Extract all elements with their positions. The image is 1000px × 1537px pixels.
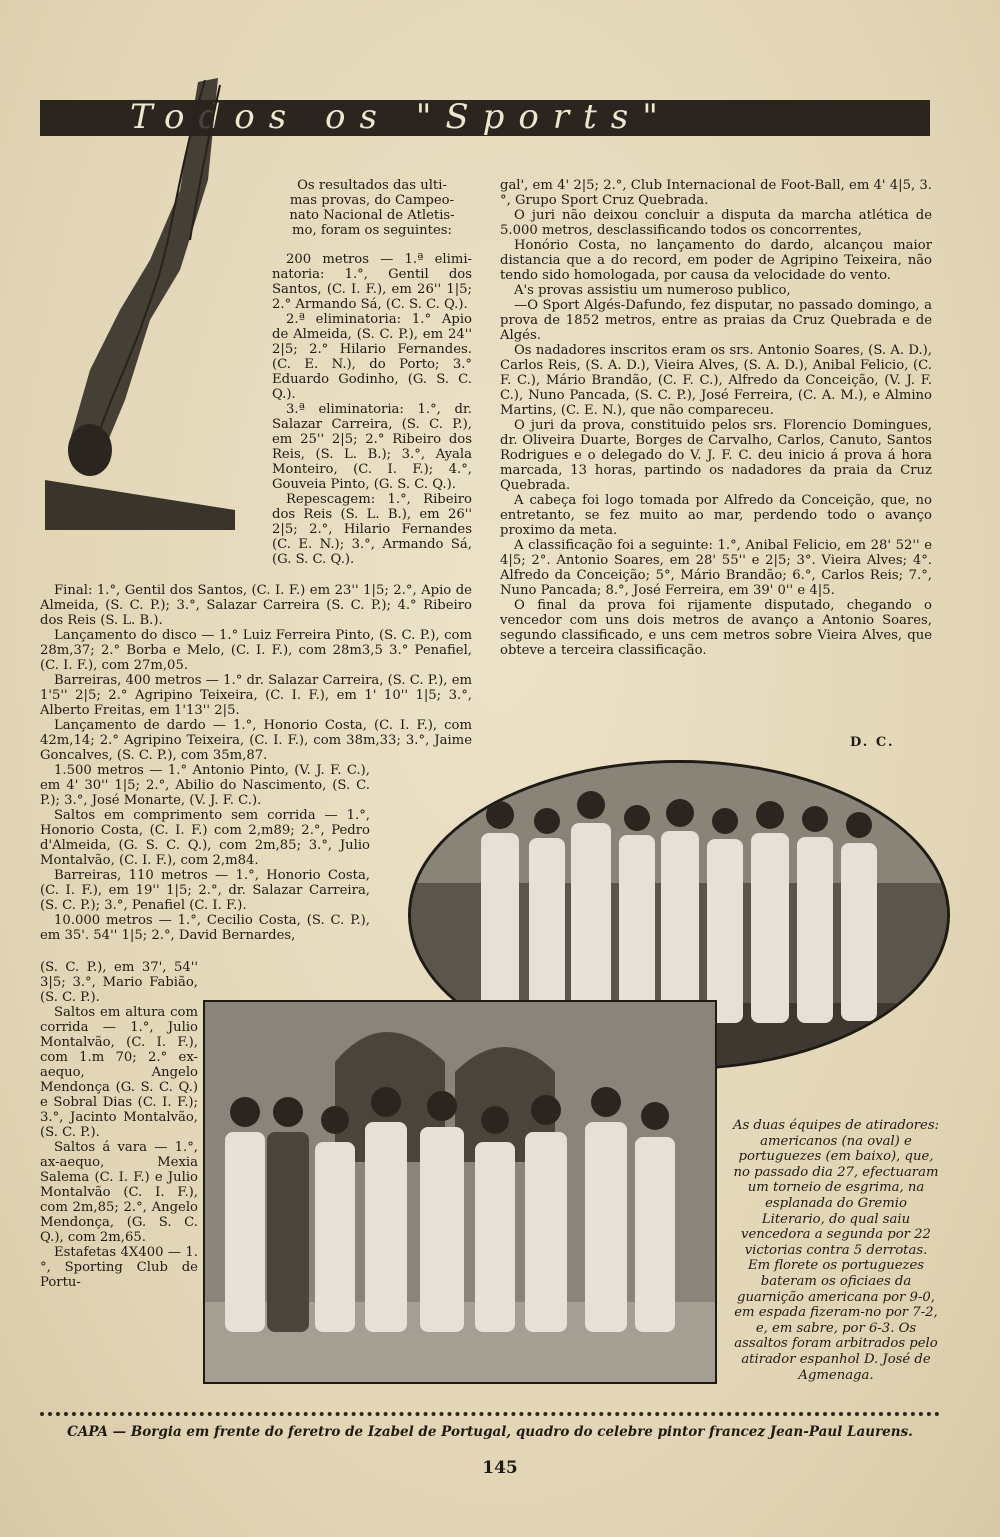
result-paragraph: Saltos em comprimento sem corrida — 1.°, Honorio Costa, (C. I. F.) com 2,m89; 2.°, Pedro d'Almeida, (G. S. C. Q.), com 2m,85; 3.°, Julio Montalvão, (C. I. F.), com 2,m84. xyxy=(40,808,370,868)
photo-portuguese-team-image xyxy=(205,1002,715,1382)
result-paragraph: Barreiras, 110 metros — 1.°, Honorio Costa, (C. I. F.), em 19'' 1|5; 2.°, dr. Salazar Carreira, (S. C. P.); 3.°, Penafiel (C. I. F.). xyxy=(40,868,370,913)
results-column-narrow xyxy=(40,960,198,1290)
result-paragraph: Barreiras, 400 metros — 1.° dr. Salazar Carreira, (S. C. P.), em 1'5'' 2|5; 2.° Agripino Teixeira, (C. I. F.), em 1' 10'' 1|5; 3.°, Alberto Freitas, em 1'13'' 2|5. xyxy=(40,673,472,718)
author-signature: D. C. xyxy=(850,735,895,750)
photo-caption: As duas équipes de atiradores: americanos (na oval) e portuguezes (em baixo), que, no passado dia 27, efectuaram um torneio de esgrima, na esplanada do Gremio Literario, do qual saiu vencedora a segunda por 22 victorias contra 5 derrotas. Em florete os portuguezes bateram os oficiaes da guarnição americana por 9-0, em espada fizeram-no por 7-2, e, em sabre, por 6-3. Os assaltos foram arbitrados pelo atirador espanhol D. José de Agmenaga. xyxy=(732,1118,940,1383)
result-paragraph: O juri da prova, constituido pelos srs. Florencio Domingues, dr. Oliveira Duarte, Borges de Carvalho, Carlos, Canuto, Santos Rodrigues e o delegado do V. J. F. C. deu inicio á prova á hora marcada, 13 horas, partindo os nadadores da praia da Cruz Quebrada. xyxy=(500,418,932,493)
result-paragraph: O final da prova foi rijamente disputado, chegando o vencedor com uns dois metros de avanço a Antonio Soares, segundo classificado, e uns cem metros sobre Vieira Alves, que obteve a terceira classificação. xyxy=(500,598,932,658)
result-paragraph: (S. C. P.), em 37', 54'' 3|5; 3.°, Mario Fabião, (S. C. P.). xyxy=(40,960,198,1005)
result-paragraph: 3.ª eliminatoria: 1.°, dr. Salazar Carreira, (S. C. P.), em 25'' 2|5; 2.° Ribeiro dos Reis, (S. L. B.); 3.°, Ayala Monteiro, (C. I. F.); 4.°, Gouveia Pinto, (G. S. C. Q.). xyxy=(272,402,472,492)
section-title: Todos os "Sports" xyxy=(130,97,672,137)
result-paragraph: A classificação foi a seguinte: 1.°, Anibal Felicio, em 28' 52'' e 4|5; 2°. Antonio Soares, em 28' 55'' e 2|5; 3°. Vieira Alves; 4°. Alfredo da Conceição; 5°, Mário Brandão; 6.°, Carlos Reis; 7.°, Nuno Pancada; 8.°, José Ferreira, em 39' 0'' e 4|5. xyxy=(500,538,932,598)
result-paragraph: Honório Costa, no lançamento do dardo, alcançou maior distancia que a do record, em poder de Agripino Teixeira, não tendo sido homologada, por causa da velocidade do vento. xyxy=(500,238,932,283)
result-paragraph: A's provas assistiu um numeroso publico, xyxy=(514,283,791,298)
result-paragraph: Os nadadores inscritos eram os srs. Antonio Soares, (S. A. D.), Carlos Reis, (S. A. D.), Vieira Alves, (S. A. D.), Anibal Felicio, (C. F. C.), Mário Brandão, (C. F. C.), Alfredo da Conceição, (V. J. F. C.), Nuno Pancada, (S. C. P.), José Ferreira, (C. A. M.), e Almino Martins, (C. E. N.), que não compareceu. xyxy=(500,343,932,418)
result-paragraph: 200 metros — 1.ª elimi-natoria: 1.°, Gentil dos Santos, (C. I. F.), em 26'' 1|5; 2.° Armando Sá, (C. S. C. Q.). xyxy=(272,252,472,312)
intro-line: nato Nacional de Atletis- xyxy=(289,208,455,223)
result-paragraph: 2.ª eliminatoria: 1.° Apio de Almeida, (S. C. P.), em 24'' 2|5; 2.° Hilario Fernandes. (C. E. N.), do Porto; 3.° Eduardo Godinho, (G. S. C. Q.). xyxy=(272,312,472,402)
result-paragraph: O juri não deixou concluir a disputa da marcha atlética de 5.000 metros, desclassificando todos os concorrentes, xyxy=(500,208,932,238)
intro-line: mo, foram os seguintes: xyxy=(292,223,452,238)
cover-note: CAPA — Borgia em frente do feretro de Izabel de Portugal, quadro do celebre pintor francez Jean-Paul Laurens. xyxy=(67,1424,913,1440)
result-paragraph: Saltos em altura com corrida — 1.°, Julio Montalvão, (C. I. F.), com 1.m 70; 2.° ex-aequo, Angelo Mendonça (G. S. C. Q.) e Sobral Dias (C. I. F.); 3.°, Jacinto Montalvão, (S. C. P.). xyxy=(40,1005,198,1140)
result-paragraph: Estafetas 4X400 — 1.°, Sporting Club de Portu- xyxy=(40,1245,198,1290)
result-paragraph: gal', em 4' 2|5; 2.°, Club Internacional de Foot-Ball, em 4' 4|5, 3.°, Grupo Sport Cruz Quebrada. xyxy=(500,178,932,208)
result-paragraph: A cabeça foi logo tomada por Alfredo da Conceição, que, no entretanto, se fez muito ao mar, perdendo todo o avanço proximo da meta. xyxy=(500,493,932,538)
result-paragraph: Lançamento do disco — 1.° Luiz Ferreira Pinto, (S. C. P.), com 28m,37; 2.° Borba e Melo, (C. I. F.), com 28m3,5 3.° Penafiel, (C. I. F.), com 27m,05. xyxy=(40,628,472,673)
intro-line: Os resultados das ulti- xyxy=(297,178,447,193)
result-paragraph: Final: 1.°, Gentil dos Santos, (C. I. F.) em 23'' 1|5; 2.°, Apio de Almeida, (S. C. P.); 3.°, Salazar Carreira (S. C. P.); 4.° Ribeiro dos Reis (S. L. B.). xyxy=(40,583,472,628)
result-paragraph: 10.000 metros — 1.°, Cecilio Costa, (S. C. P.), em 35'. 54'' 1|5; 2.°, David Bernardes, xyxy=(40,913,370,943)
intro-column xyxy=(272,178,472,567)
result-paragraph: Lançamento de dardo — 1.°, Honorio Costa, (C. I. F.), com 42m,14; 2.° Agripino Teixeira, (C. I. F.), com 38m,33; 3.°, Jaime Goncalves, (S. C. P.), com 35m,87. xyxy=(40,718,472,763)
result-paragraph: 1.500 metros — 1.° Antonio Pinto, (V. J. F. C.), em 4' 30'' 1|5; 2.°, Abilio do Nascimento, (S. C. P.); 3.°, José Monarte, (V. J. F. C.). xyxy=(40,763,370,808)
result-paragraph: —O Sport Algés-Dafundo, fez disputar, no passado domingo, a prova de 1852 metros, entre as praias da Cruz Quebrada e de Algés. xyxy=(500,298,932,343)
results-column-right xyxy=(500,178,932,658)
diver-illustration xyxy=(30,70,240,530)
dotted-divider xyxy=(40,1412,940,1416)
result-paragraph: Saltos á vara — 1.°, ax-aequo, Mexia Salema (C. I. F.) e Julio Montalvão (C. I. F.), com 2m,85; 2.°, Angelo Mendonça, (G. S. C. Q.), com 2m,65. xyxy=(40,1140,198,1245)
page-number: 145 xyxy=(482,1458,518,1478)
result-paragraph: Repescagem: 1.°, Ribeiro dos Reis (S. L. B.), em 26'' 2|5; 2.°, Hilario Fernandes (C. E. N.); 3.°, Armando Sá, (G. S. C. Q.). xyxy=(272,492,472,567)
photo-portuguese-team xyxy=(203,1000,717,1384)
results-column-left xyxy=(40,583,472,943)
intro-line: mas provas, do Campeo- xyxy=(289,193,455,208)
